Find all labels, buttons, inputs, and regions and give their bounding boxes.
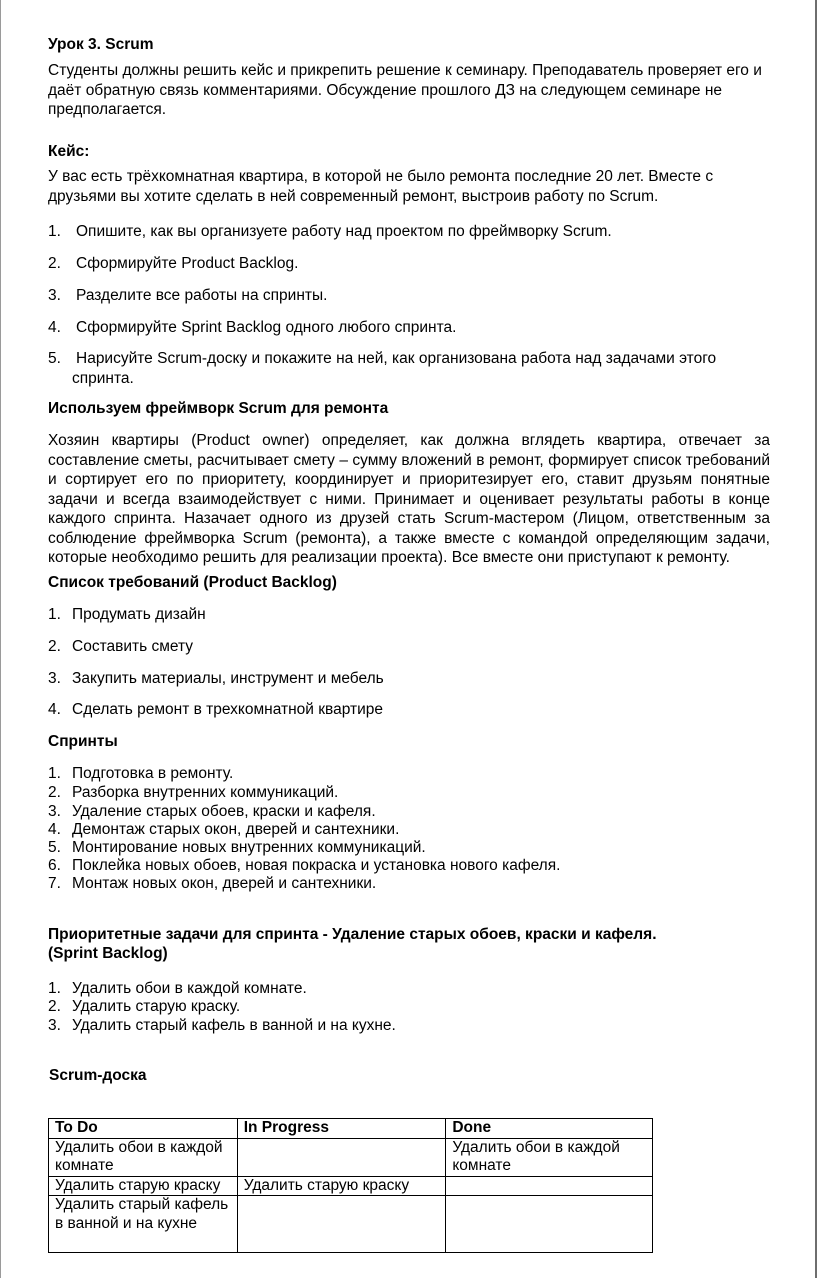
list-number: 1. xyxy=(48,606,61,623)
list-item xyxy=(48,838,768,858)
todo-cell: Удалить старый кафель в ванной и на кухне xyxy=(49,1196,238,1253)
list-item xyxy=(48,637,768,657)
list-number: 4. xyxy=(48,701,61,718)
list-number: 1. xyxy=(48,223,61,240)
list-item xyxy=(48,874,768,894)
list-text: Подготовка в ремонту. xyxy=(72,765,234,782)
case-heading: Кейс: xyxy=(48,143,90,160)
list-number: 5. xyxy=(48,839,61,856)
list-number: 3. xyxy=(48,670,61,687)
list-text: Монтаж новых окон, дверей и сантехники. xyxy=(72,875,377,892)
list-item xyxy=(48,286,768,306)
list-text: Опишите, как вы организуете работу над проектом по фреймворку Scrum. xyxy=(76,223,612,240)
list-number: 3. xyxy=(48,287,61,304)
list-number: 2. xyxy=(48,255,61,272)
list-item xyxy=(48,856,768,876)
list-number: 4. xyxy=(48,319,61,336)
intro-paragraph: Студенты должны решить кейс и прикрепить решение к семинару. Преподаватель проверяет его и даёт обратную связь комментариями. Обсуждение прошлого ДЗ на следующем семинаре не предполагается. xyxy=(48,62,762,118)
list-text: Поклейка новых обоев, новая покраска и установка нового кафеля. xyxy=(72,857,561,874)
in-progress-cell: Удалить старую краску xyxy=(237,1176,446,1196)
list-text: Разделите все работы на спринты. xyxy=(76,287,328,304)
list-text: Удалить старую краску. xyxy=(72,998,241,1015)
list-number: 7. xyxy=(48,875,61,892)
list-number: 2. xyxy=(48,638,61,655)
list-item xyxy=(48,997,768,1017)
list-item xyxy=(48,605,768,625)
list-item xyxy=(48,783,768,803)
list-number: 3. xyxy=(48,803,61,820)
list-item xyxy=(48,222,768,242)
list-item xyxy=(48,700,768,720)
list-number: 6. xyxy=(48,857,61,874)
list-number: 2. xyxy=(48,784,61,801)
list-number: 1. xyxy=(48,765,61,782)
framework-paragraph: Хозяин квартиры (Product owner) определяет, как должна вглядеть квартира, отвечает за составление сметы, расчитывает смету – сумму вложений в ремонт, формирует список требований и сортирует его по приоритету, координирует и приоритезирует его, ставит друзьям понятные задачи и всегда взаимодействует с ними. Принимает и оценивает результаты работы в конце каждого спринта. Назачает одного из друзей стать Scrum-мастером (Лицом, ответственным за соблюдение фреймворка Scrum (ремонта), а также вместе с командой определяющим задачи, которые необходимо решить для реализации проекта). Все вместе они приступают к ремонту. xyxy=(48,432,770,566)
list-item xyxy=(48,979,768,999)
list-text: Разборка внутренних коммуникаций. xyxy=(72,784,339,801)
list-text: Удалить обои в каждой комнате. xyxy=(72,980,307,997)
table-header-row xyxy=(49,1119,653,1139)
list-text: Составить смету xyxy=(72,638,194,655)
lesson-title: Урок 3. Scrum xyxy=(48,36,154,53)
table-row xyxy=(49,1176,653,1196)
list-text: Закупить материалы, инструмент и мебель xyxy=(72,670,384,687)
column-header-todo: To Do xyxy=(49,1119,238,1139)
product-backlog-heading: Список требований (Product Backlog) xyxy=(48,574,337,591)
table-row xyxy=(49,1196,653,1253)
list-text: Удалить старый кафель в ванной и на кухне. xyxy=(72,1017,396,1034)
done-cell xyxy=(446,1176,653,1196)
list-item xyxy=(48,349,768,388)
table-row xyxy=(49,1138,653,1176)
list-text: Сформируйте Product Backlog. xyxy=(76,255,299,272)
list-item xyxy=(48,669,768,689)
list-item xyxy=(48,764,768,784)
list-text: Нарисуйте Scrum-доску и покажите на ней, как организована работа над задачами этого спринта. xyxy=(72,350,717,387)
sprint-backlog-subheading: (Sprint Backlog) xyxy=(48,945,168,962)
case-paragraph: У вас есть трёхкомнатная квартира, в которой не было ремонта последние 20 лет. Вместе с друзьями вы хотите сделать в ней современный ремонт, выстроив работу по Scrum. xyxy=(48,168,714,205)
list-text: Продумать дизайн xyxy=(72,606,206,623)
list-item xyxy=(48,318,768,338)
scrum-board-heading: Scrum-доска xyxy=(49,1067,147,1084)
list-number: 4. xyxy=(48,821,61,838)
list-number: 1. xyxy=(48,980,61,997)
list-number: 2. xyxy=(48,998,61,1015)
list-text: Демонтаж старых окон, дверей и сантехники. xyxy=(72,821,400,838)
list-item xyxy=(48,254,768,274)
list-text: Сделать ремонт в трехкомнатной квартире xyxy=(72,701,383,718)
scrum-board-table xyxy=(48,1118,653,1253)
done-cell xyxy=(446,1196,653,1253)
column-header-done: Done xyxy=(446,1119,653,1139)
framework-heading: Используем фреймворк Scrum для ремонта xyxy=(48,400,389,417)
list-number: 3. xyxy=(48,1017,61,1034)
sprints-heading: Спринты xyxy=(48,733,118,750)
todo-cell: Удалить старую краску xyxy=(49,1176,238,1196)
list-text: Сформируйте Sprint Backlog одного любого спринта. xyxy=(76,319,457,336)
in-progress-cell xyxy=(237,1138,446,1176)
list-number: 5. xyxy=(48,350,61,367)
sprint-backlog-heading: Приоритетные задачи для спринта - Удаление старых обоев, краски и кафеля. xyxy=(48,926,657,943)
list-item xyxy=(48,820,768,840)
in-progress-cell xyxy=(237,1196,446,1253)
done-cell: Удалить обои в каждой комнате xyxy=(446,1138,653,1176)
list-item xyxy=(48,802,768,822)
column-header-in-progress: In Progress xyxy=(237,1119,446,1139)
page-left-edge xyxy=(0,0,1,1278)
todo-cell: Удалить обои в каждой комнате xyxy=(49,1138,238,1176)
list-item xyxy=(48,1016,768,1036)
list-text: Монтирование новых внутренних коммуникаций. xyxy=(72,839,426,856)
list-text: Удаление старых обоев, краски и кафеля. xyxy=(72,803,376,820)
